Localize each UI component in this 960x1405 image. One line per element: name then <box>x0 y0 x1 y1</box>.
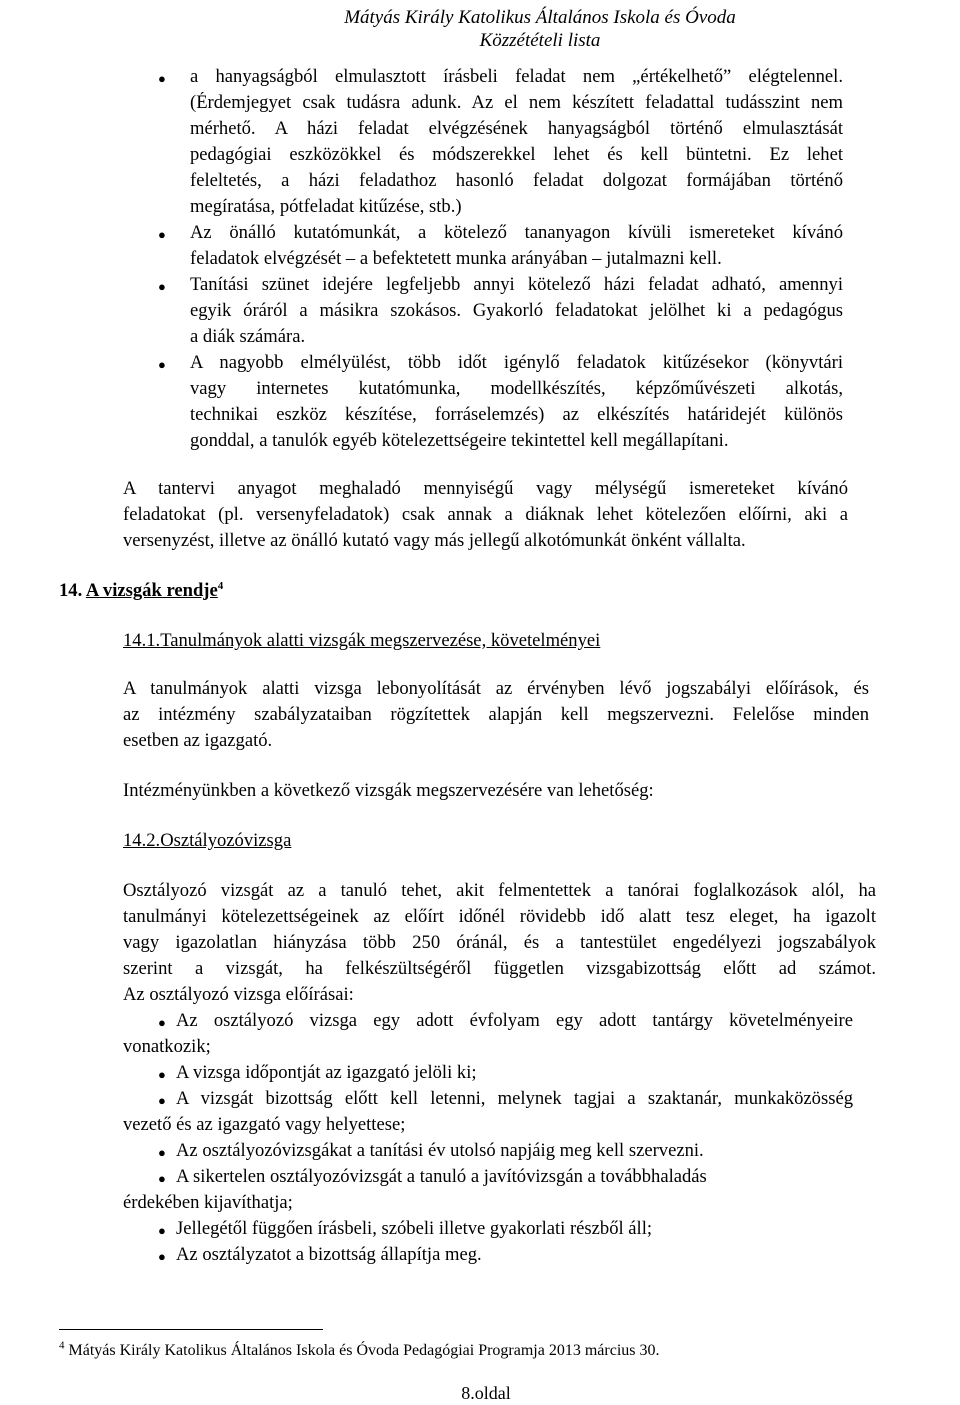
paragraph-possible-exams: Intézményünkben a következő vizsgák megszervezésére van lehetőség: <box>123 780 654 801</box>
bullet-line: vezető és az igazgató vagy helyettese; <box>123 1114 406 1135</box>
section-heading <box>59 580 223 602</box>
paragraph-line: tanulmányi kötelezettségeinek az előírt időnél rövidebb idő alatt tesz eleget, ha igazolt <box>123 906 876 927</box>
footnote-rule <box>59 1329 323 1330</box>
bullet-line: A vizsga időpontját az igazgató jelöli ki; <box>176 1062 477 1083</box>
bullet-line: megíratása, pótfeladat kitűzése, stb.) <box>190 196 462 217</box>
bullet-line: (Érdemjegyet csak tudásra adunk. Az el nem készített feladattal tudásszint nem <box>190 92 843 113</box>
paragraph-line: szerint a vizsgát, ha felkészültségéről független vizsgabizottság előtt ad számot. <box>123 958 876 979</box>
bullet-icon: ● <box>158 227 166 242</box>
bullet-line: A nagyobb elmélyülést, több időt igénylő feladatok kitűzésekor (könyvtári <box>190 352 843 373</box>
bullet-icon: ● <box>158 1067 166 1082</box>
paragraph-line: A tantervi anyagot meghaladó mennyiségű vagy mélységű ismereteket kívánó <box>123 478 848 499</box>
bullet-line: technikai eszköz készítése, forráselemzés) az elkészítés határidejét különös <box>190 404 843 425</box>
bullet-line: Az osztályzatot a bizottság állapítja meg. <box>176 1244 482 1265</box>
bullet-icon: ● <box>158 1015 166 1030</box>
footnote-mark: 4 <box>59 1339 65 1352</box>
subsection-number: 14.1. <box>123 630 161 651</box>
bullet-line: Az osztályozóvizsgákat a tanítási év utolsó napjáig meg kell szervezni. <box>176 1140 704 1161</box>
paragraph-line: esetben az igazgató. <box>123 730 273 751</box>
paragraph-line: vagy igazolatlan hiányzása több 250 óránál, és a tantestület engedélyezi jogszabályok <box>123 932 876 953</box>
paragraph-line: Osztályozó vizsgát az a tanuló tehet, akit felmentettek a tanórai foglalkozások alól, ha <box>123 880 876 901</box>
bullet-line: mérhető. A házi feladat elvégzésének hanyagságból történő elmulasztását <box>190 118 843 139</box>
paragraph-line: az intézmény szabályzataiban rögzítettek alapján kell megszervezni. Felelőse minden <box>123 704 869 725</box>
bullet-line: feleltetés, a házi feladathoz hasonló feladat dolgozat formájában történő <box>190 170 843 191</box>
bullet-line: a diák számára. <box>190 326 306 347</box>
bullet-line: vagy internetes kutatómunka, modellkészítés, képzőművészeti alkotás, <box>190 378 843 399</box>
bullet-line: egyik óráról a másikra szokásos. Gyakorló feladatokat jelölhet ki a pedagógus <box>190 300 843 321</box>
bullet-icon: ● <box>158 1249 166 1264</box>
subsection-title: Tanulmányok alatti vizsgák megszervezése, követelményei <box>160 630 601 651</box>
section-footnote-ref: 4 <box>217 579 224 592</box>
bullet-line: pedagógiai eszközökkel és módszerekkel lehet és kell büntetni. Ez lehet <box>190 144 843 165</box>
bullet-line: A vizsgát bizottság előtt kell letenni, melynek tagjai a szaktanár, munkaközösség <box>176 1088 853 1109</box>
bullet-line: vonatkozik; <box>123 1036 211 1057</box>
footnote <box>59 1339 660 1360</box>
paragraph-line: A tanulmányok alatti vizsga lebonyolítását az érvényben lévő jogszabályi előírások, és <box>123 678 869 699</box>
footnote-text: Mátyás Király Katolikus Általános Iskola és Óvoda Pedagógiai Programja 2013 március 30. <box>68 1342 660 1359</box>
bullet-icon: ● <box>158 1171 166 1186</box>
paragraph-line: versenyzést, illetve az önálló kutató vagy más jellegű alkotómunkát önként vállalta. <box>123 530 746 551</box>
subsection-14-2 <box>123 830 291 852</box>
bullet-icon: ● <box>158 71 166 86</box>
bullet-icon: ● <box>158 357 166 372</box>
bullet-icon: ● <box>158 1093 166 1108</box>
bullet-icon: ● <box>158 279 166 294</box>
page-number: 8.oldal <box>461 1383 511 1403</box>
paragraph-line: feladatokat (pl. versenyfeladatok) csak annak a diáknak lehet kötelezően előírni, aki a <box>123 504 848 525</box>
bullet-line: feladatok elvégzését – a befektetett munka arányában – jutalmazni kell. <box>190 248 722 269</box>
subsection-title: Osztályozóvizsga <box>160 830 292 851</box>
bullet-line: a hanyagságból elmulasztott írásbeli feladat nem „értékelhető” elégtelennel. <box>190 66 843 87</box>
bullet-line: gonddal, a tanulók egyéb kötelezettségeire tekintettel kell megállapítani. <box>190 430 729 451</box>
bullet-line: A sikertelen osztályozóvizsgát a tanuló a javítóvizsgán a továbbhaladás <box>176 1166 707 1187</box>
paragraph-line: Az osztályozó vizsga előírásai: <box>123 984 354 1005</box>
subsection-number: 14.2. <box>123 830 161 851</box>
bullet-icon: ● <box>158 1145 166 1160</box>
bullet-line: Tanítási szünet idejére legfeljebb annyi kötelező házi feladat adható, amennyi <box>190 274 843 295</box>
header-list-title: Közzétételi lista <box>479 30 601 51</box>
subsection-14-1 <box>123 630 600 652</box>
bullet-icon: ● <box>158 1223 166 1238</box>
bullet-line: Jellegétől függően írásbeli, szóbeli illetve gyakorlati részből áll; <box>176 1218 653 1239</box>
section-number: 14. <box>59 580 83 601</box>
header-school-name: Mátyás Király Katolikus Általános Iskola és Óvoda <box>344 7 736 28</box>
bullet-line: Az osztályozó vizsga egy adott évfolyam egy adott tantárgy követelményeire <box>176 1010 853 1031</box>
section-title: A vizsgák rendje <box>85 580 218 601</box>
bullet-line: Az önálló kutatómunkát, a kötelező tananyagon kívüli ismereteket kívánó <box>190 222 843 243</box>
bullet-line: érdekében kijavíthatja; <box>123 1192 293 1213</box>
